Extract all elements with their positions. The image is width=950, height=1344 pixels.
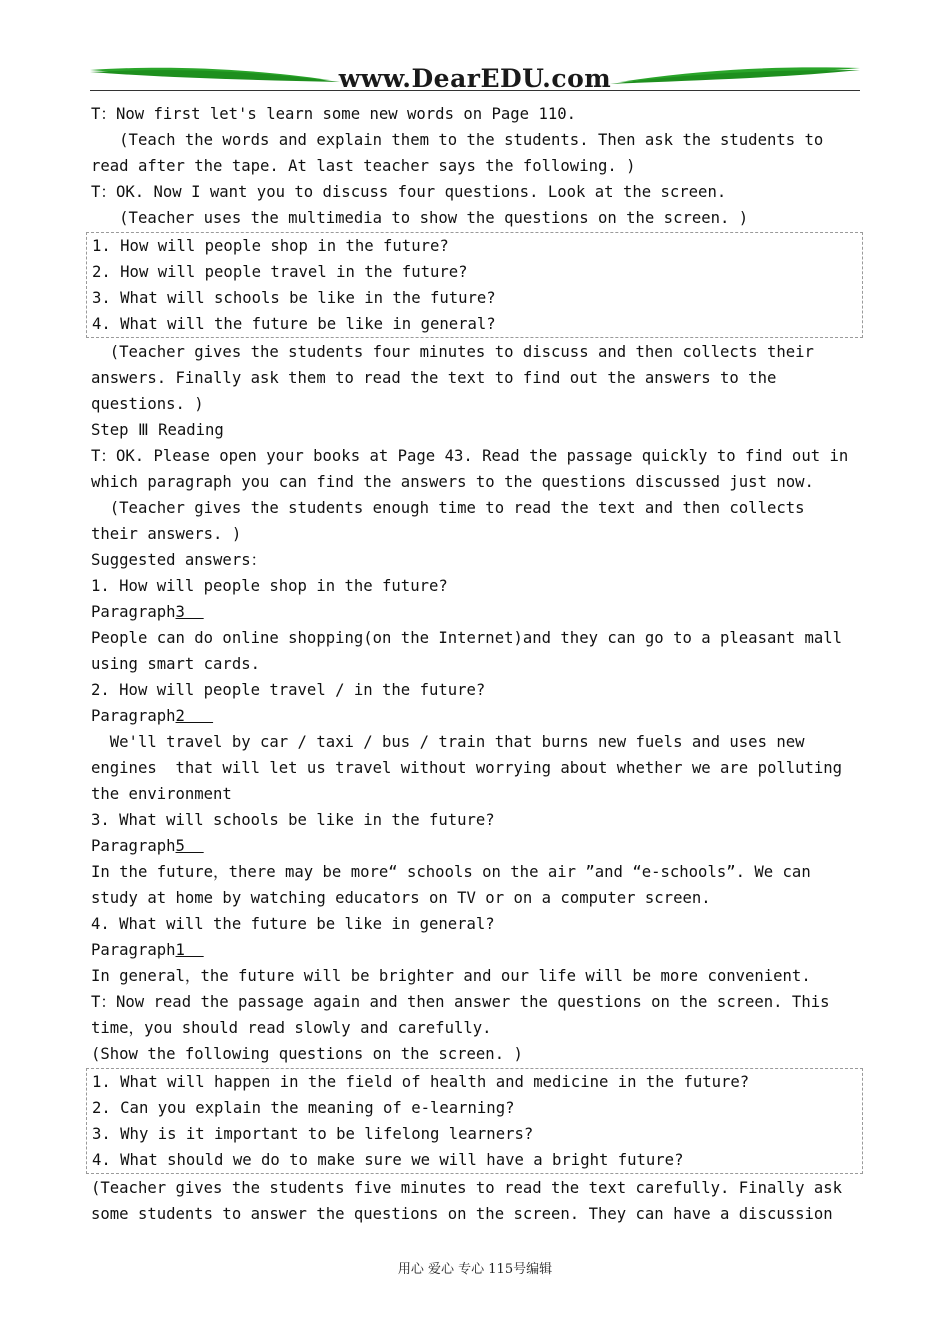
paragraph-label: Paragraph <box>91 941 176 959</box>
text-line: answers. Finally ask them to read the text to find out the answers to the <box>91 369 777 387</box>
text-line: using smart cards. <box>91 655 260 673</box>
text-line: We'll travel by car / taxi / bus / train that burns new fuels and uses new <box>91 733 805 751</box>
text-line: 2. How will people travel / in the future? <box>91 681 486 699</box>
discussion-questions-box <box>86 232 863 338</box>
paragraph-number: 1 <box>175 941 204 959</box>
header-divider <box>90 90 860 91</box>
paragraph-number: 2 <box>175 707 214 725</box>
text-line: (Teacher gives the students enough time to read the text and then collects <box>91 499 805 517</box>
text-line: study at home by watching educators on TV or on a computer screen. <box>91 889 711 907</box>
paragraph-label: Paragraph <box>91 707 176 725</box>
paragraph-number: 3 <box>175 603 204 621</box>
text-line: engines that will let us travel without worrying about whether we are polluting <box>91 759 843 777</box>
page-footer: 用心 爱心 专心 115号编辑 <box>397 1262 553 1277</box>
question-item: 1. How will people shop in the future? <box>92 237 449 255</box>
section-heading: Step Ⅲ Reading <box>91 421 224 439</box>
text-line: T：Now first let's learn some new words on Page 110. <box>91 105 577 123</box>
text-line: (Teacher uses the multimedia to show the questions on the screen. ) <box>91 209 749 227</box>
text-line: the environment <box>91 785 232 803</box>
paragraph-answer <box>91 599 871 625</box>
question-item: 2. How will people travel in the future? <box>92 263 468 281</box>
paragraph-number: 5 <box>175 837 204 855</box>
text-line: T：OK. Please open your books at Page 43. Read the passage quickly to find out in <box>91 447 849 465</box>
text-line: Suggested answers： <box>91 551 267 569</box>
question-item: 3. What will schools be like in the future? <box>92 289 496 307</box>
text-line: T：OK. Now I want you to discuss four questions. Look at the screen. <box>91 183 727 201</box>
paragraph-label: Paragraph <box>91 603 176 621</box>
text-line: questions. ) <box>91 395 204 413</box>
paragraph-answer <box>91 833 871 859</box>
text-line: time，you should read slowly and carefully. <box>91 1019 492 1037</box>
text-line: 4. What will the future be like in general? <box>91 915 495 933</box>
text-line: read after the tape. At last teacher says the following. ) <box>91 157 636 175</box>
text-line: People can do online shopping(on the Internet)and they can go to a pleasant mall <box>91 629 843 647</box>
text-line: In the future，there may be more“ schools on the air ”and “e-schools”. We can <box>91 863 811 881</box>
text-line: which paragraph you can find the answers to the questions discussed just now. <box>91 473 814 491</box>
text-line: (Teacher gives the students five minutes to read the text carefully. Finally ask <box>91 1179 843 1197</box>
site-logo: www.DearEDU.com <box>338 64 612 93</box>
paragraph-label: Paragraph <box>91 837 176 855</box>
text-line: some students to answer the questions on the screen. They can have a discussion <box>91 1205 833 1223</box>
question-item: 4. What will the future be like in general? <box>92 315 496 333</box>
question-item: 1. What will happen in the field of health and medicine in the future? <box>92 1073 750 1091</box>
question-item: 3. Why is it important to be lifelong learners? <box>92 1125 534 1143</box>
question-item: 2. Can you explain the meaning of e-learning? <box>92 1099 515 1117</box>
text-line: 1. How will people shop in the future? <box>91 577 448 595</box>
text-line: (Teacher gives the students four minutes to discuss and then collects their <box>91 343 814 361</box>
reading-questions-box <box>86 1068 863 1174</box>
question-item: 4. What should we do to make sure we will have a bright future? <box>92 1151 684 1169</box>
text-line: their answers. ) <box>91 525 242 543</box>
paragraph-answer <box>91 937 871 963</box>
document-body <box>91 101 871 1227</box>
text-line: (Teach the words and explain them to the students. Then ask the students to <box>91 131 824 149</box>
text-line: T：Now read the passage again and then answer the questions on the screen. This <box>91 993 830 1011</box>
text-line: 3. What will schools be like in the future? <box>91 811 495 829</box>
text-line: In general，the future will be brighter and our life will be more convenient. <box>91 967 811 985</box>
paragraph-answer <box>91 703 871 729</box>
text-line: (Show the following questions on the screen. ) <box>91 1045 523 1063</box>
